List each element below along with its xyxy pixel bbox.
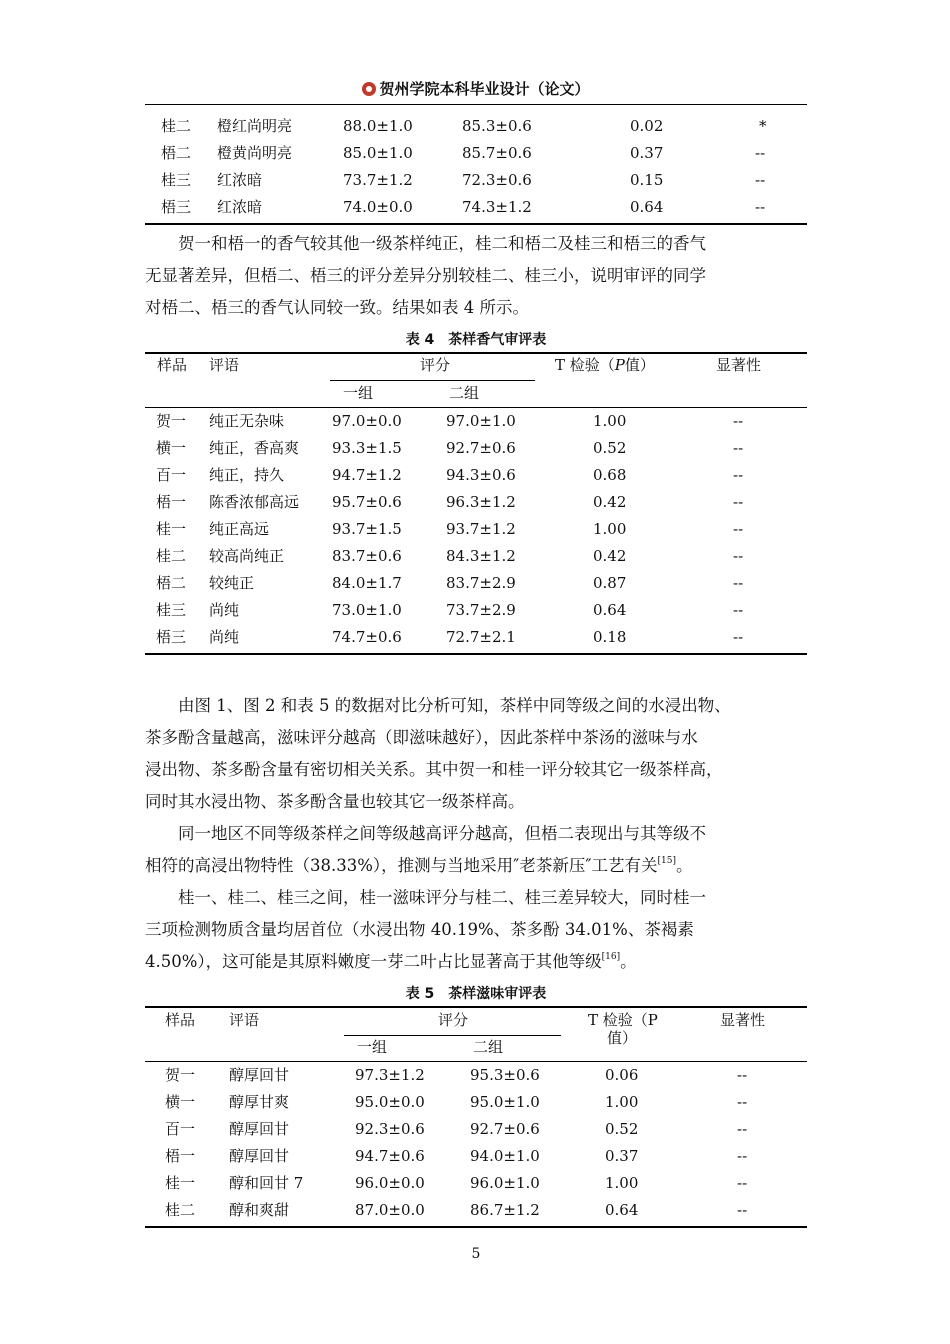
table-row [145, 1143, 807, 1170]
table-row [145, 435, 807, 462]
table5-header-ttest-line1: T 检验（P [588, 1011, 658, 1029]
cell-significance: -- [733, 601, 744, 619]
paragraph-line: 浸出物、茶多酚含量有密切相关关系。其中贺一和桂一评分较其它一级茶样高， [145, 760, 723, 779]
cell-pvalue: 0.42 [593, 493, 627, 511]
cell-sample: 桂一 [165, 1174, 196, 1192]
cell-sample: 梧三 [161, 198, 192, 216]
table-row [145, 597, 807, 624]
paragraph-line: 同一地区不同等级茶样之间等级越高评分越高，但梧二表现出与其等级不 [178, 824, 706, 843]
cell-pvalue: 0.06 [605, 1066, 639, 1084]
paragraph-gui-comparison [145, 882, 807, 978]
table4-caption: 表 4 茶样香气审评表 [405, 332, 547, 348]
cell-significance: -- [755, 198, 766, 216]
cell-group2: 96.3±1.2 [446, 493, 516, 511]
table5-score-subrule [344, 1035, 561, 1036]
table5-header-score: 评分 [438, 1011, 469, 1029]
header-rule [145, 104, 807, 105]
cell-pvalue: 0.87 [593, 574, 627, 592]
table4-header-score: 评分 [420, 356, 451, 374]
cell-group1: 73.0±1.0 [332, 601, 402, 619]
table4-bottom-rule [145, 653, 807, 655]
cell-sample: 百一 [156, 466, 187, 484]
cell-comment: 较高尚纯正 [209, 547, 285, 565]
cell-group1: 85.0±1.0 [343, 144, 413, 162]
table5-caption: 表 5 茶样滋味审评表 [405, 986, 547, 1002]
cell-group2: 92.7±0.6 [470, 1120, 540, 1138]
cell-group2: 73.7±2.9 [446, 601, 516, 619]
table4-header-significance: 显著性 [716, 356, 762, 374]
cell-significance: -- [733, 466, 744, 484]
cell-sample: 贺一 [165, 1066, 196, 1084]
cell-group1: 95.0±0.0 [355, 1093, 425, 1111]
cell-significance: -- [733, 547, 744, 565]
table5-header-comment: 评语 [229, 1011, 260, 1029]
cell-group1: 93.7±1.5 [332, 520, 402, 538]
table-row [145, 408, 807, 435]
table-row [145, 167, 807, 194]
citation-15: [15] [657, 856, 676, 866]
cell-significance: -- [733, 439, 744, 457]
table-row [145, 489, 807, 516]
cell-pvalue: 0.37 [630, 144, 664, 162]
cell-comment: 醇厚回甘 [229, 1147, 290, 1165]
cell-pvalue: 1.00 [593, 520, 627, 538]
table-row [145, 1089, 807, 1116]
table-row [145, 516, 807, 543]
cell-significance: -- [737, 1201, 748, 1219]
table4-header-ttest: T 检验（P值） [555, 356, 655, 374]
cell-group2: 97.0±1.0 [446, 412, 516, 430]
cell-significance: -- [737, 1174, 748, 1192]
cell-comment: 纯正高远 [209, 520, 270, 538]
cell-sample: 桂二 [156, 547, 187, 565]
table5-header-group1: 一组 [357, 1038, 388, 1056]
cell-group2: 74.3±1.2 [462, 198, 532, 216]
cell-sample: 横一 [156, 439, 187, 457]
cell-pvalue: 0.52 [605, 1120, 639, 1138]
cell-comment: 橙黄尚明亮 [217, 144, 293, 162]
table5-header-sample: 样品 [165, 1011, 196, 1029]
cell-comment: 红浓暗 [217, 171, 263, 189]
cell-group2: 84.3±1.2 [446, 547, 516, 565]
header-title: 贺州学院本科毕业设计（论文） [379, 80, 590, 98]
cell-significance: -- [755, 144, 766, 162]
cell-sample: 百一 [165, 1120, 196, 1138]
cell-comment: 纯正无杂味 [209, 412, 285, 430]
cell-significance: -- [737, 1066, 748, 1084]
cell-comment: 醇和爽甜 [229, 1201, 290, 1219]
cell-significance: -- [737, 1147, 748, 1165]
cell-sample: 桂二 [165, 1201, 196, 1219]
cell-group2: 95.3±0.6 [470, 1066, 540, 1084]
page-number: 5 [471, 1246, 481, 1262]
cell-significance: -- [737, 1093, 748, 1111]
cell-group2: 72.3±0.6 [462, 171, 532, 189]
cell-group2: 83.7±2.9 [446, 574, 516, 592]
table5-header-ttest-line2: 值） [607, 1029, 638, 1047]
cell-sample: 桂三 [156, 601, 187, 619]
table-row [145, 1116, 807, 1143]
table-row [145, 113, 807, 140]
cell-significance: -- [737, 1120, 748, 1138]
cell-group1: 84.0±1.7 [332, 574, 402, 592]
cell-group1: 83.7±0.6 [332, 547, 402, 565]
table-row [145, 194, 807, 221]
cell-group2: 72.7±2.1 [446, 628, 516, 646]
paragraph-region-grade [145, 818, 807, 882]
cell-group2: 86.7±1.2 [470, 1201, 540, 1219]
cell-comment: 醇厚回甘 [229, 1120, 290, 1138]
table-bottom-rule [145, 223, 807, 225]
cell-significance: -- [755, 171, 766, 189]
paragraph-line: 同时其水浸出物、茶多酚含量也较其它一级茶样高。 [145, 792, 525, 811]
cell-group1: 73.7±1.2 [343, 171, 413, 189]
cell-comment: 醇厚甘爽 [229, 1093, 290, 1111]
paragraph-line: 无显著差异，但梧二、梧三的评分差异分别较桂二、桂三小，说明审评的同学 [145, 266, 706, 285]
paragraph-line: 4.50%），这可能是其原料嫩度一芽二叶占比显著高于其他等级[16]。 [145, 952, 637, 971]
cell-sample: 贺一 [156, 412, 187, 430]
table-row [145, 570, 807, 597]
paragraph-line: 三项检测物质含量均居首位（水浸出物 40.19%、茶多酚 34.01%、茶褐素 [145, 920, 694, 939]
cell-pvalue: 0.64 [605, 1201, 639, 1219]
cell-comment: 尚纯 [209, 601, 240, 619]
cell-significance: -- [733, 628, 744, 646]
paragraph-aroma [145, 228, 807, 324]
cell-significance: -- [733, 412, 744, 430]
page-header [145, 76, 807, 102]
cell-group1: 93.3±1.5 [332, 439, 402, 457]
cell-group1: 95.7±0.6 [332, 493, 402, 511]
table-row [145, 1062, 807, 1089]
table-row [145, 140, 807, 167]
university-logo-icon [362, 82, 376, 96]
cell-group2: 94.3±0.6 [446, 466, 516, 484]
cell-sample: 梧一 [156, 493, 187, 511]
cell-group1: 94.7±0.6 [355, 1147, 425, 1165]
cell-group2: 92.7±0.6 [446, 439, 516, 457]
cell-sample: 桂三 [161, 171, 192, 189]
cell-group1: 74.7±0.6 [332, 628, 402, 646]
cell-sample: 梧二 [161, 144, 192, 162]
cell-pvalue: 0.52 [593, 439, 627, 457]
cell-comment: 尚纯 [209, 628, 240, 646]
table-row [145, 543, 807, 570]
cell-group1: 88.0±1.0 [343, 117, 413, 135]
table5-header-significance: 显著性 [720, 1011, 766, 1029]
cell-sample: 梧三 [156, 628, 187, 646]
cell-significance: * [759, 117, 767, 135]
cell-comment: 陈香浓郁高远 [209, 493, 300, 511]
cell-comment: 较纯正 [209, 574, 255, 592]
cell-pvalue: 0.64 [630, 198, 664, 216]
cell-pvalue: 0.02 [630, 117, 664, 135]
cell-sample: 桂一 [156, 520, 187, 538]
cell-pvalue: 0.15 [630, 171, 664, 189]
cell-group1: 97.3±1.2 [355, 1066, 425, 1084]
cell-pvalue: 1.00 [593, 412, 627, 430]
table-row [145, 1197, 807, 1224]
table4-score-subrule [330, 380, 535, 381]
cell-comment: 橙红尚明亮 [217, 117, 293, 135]
table5-header-group2: 二组 [473, 1038, 504, 1056]
paragraph-line: 对梧二、梧三的香气认同较一致。结果如表 4 所示。 [145, 298, 529, 317]
paragraph-taste-analysis [145, 690, 807, 818]
cell-pvalue: 0.37 [605, 1147, 639, 1165]
cell-group1: 92.3±0.6 [355, 1120, 425, 1138]
cell-significance: -- [733, 493, 744, 511]
cell-group1: 97.0±0.0 [332, 412, 402, 430]
cell-group1: 87.0±0.0 [355, 1201, 425, 1219]
cell-pvalue: 0.64 [593, 601, 627, 619]
table4-header-group2: 二组 [449, 384, 480, 402]
cell-group2: 96.0±1.0 [470, 1174, 540, 1192]
paragraph-line: 相符的高浸出物特性（38.33%），推测与当地采用″老茶新压″工艺有关[15]。 [145, 856, 693, 875]
cell-pvalue: 0.42 [593, 547, 627, 565]
cell-comment: 醇厚回甘 [229, 1066, 290, 1084]
table-row [145, 624, 807, 651]
cell-sample: 桂二 [161, 117, 192, 135]
cell-group2: 93.7±1.2 [446, 520, 516, 538]
table5-bottom-rule [145, 1226, 807, 1228]
cell-group2: 85.7±0.6 [462, 144, 532, 162]
cell-pvalue: 0.68 [593, 466, 627, 484]
citation-16: [16] [601, 952, 621, 962]
cell-group2: 94.0±1.0 [470, 1147, 540, 1165]
cell-sample: 梧一 [165, 1147, 196, 1165]
table4-header-sample: 样品 [157, 356, 188, 374]
cell-comment: 红浓暗 [217, 198, 263, 216]
cell-comment: 醇和回甘 7 [229, 1174, 304, 1192]
cell-sample: 梧二 [156, 574, 187, 592]
cell-pvalue: 0.18 [593, 628, 627, 646]
table-row [145, 1170, 807, 1197]
cell-pvalue: 1.00 [605, 1093, 639, 1111]
table4-top-rule [145, 352, 807, 354]
cell-group1: 94.7±1.2 [332, 466, 402, 484]
cell-pvalue: 1.00 [605, 1174, 639, 1192]
paragraph-line: 由图 1、图 2 和表 5 的数据对比分析可知，茶样中同等级之间的水浸出物、 [178, 696, 731, 715]
cell-sample: 横一 [165, 1093, 196, 1111]
table5-top-rule [145, 1006, 807, 1008]
table-row [145, 462, 807, 489]
cell-significance: -- [733, 520, 744, 538]
cell-group1: 96.0±0.0 [355, 1174, 425, 1192]
cell-group2: 85.3±0.6 [462, 117, 532, 135]
cell-group2: 95.0±1.0 [470, 1093, 540, 1111]
paragraph-line: 桂一、桂二、桂三之间，桂一滋味评分与桂二、桂三差异较大，同时桂一 [178, 888, 706, 907]
table4-header-comment: 评语 [209, 356, 240, 374]
cell-comment: 纯正，香高爽 [209, 439, 300, 457]
cell-comment: 纯正，持久 [209, 466, 285, 484]
table4-header-group1: 一组 [343, 384, 374, 402]
paragraph-line: 茶多酚含量越高，滋味评分越高（即滋味越好），因此茶样中茶汤的滋味与水 [145, 728, 698, 747]
paragraph-line: 贺一和梧一的香气较其他一级茶样纯正，桂二和梧二及桂三和梧三的香气 [178, 234, 706, 253]
cell-significance: -- [733, 574, 744, 592]
cell-group1: 74.0±0.0 [343, 198, 413, 216]
